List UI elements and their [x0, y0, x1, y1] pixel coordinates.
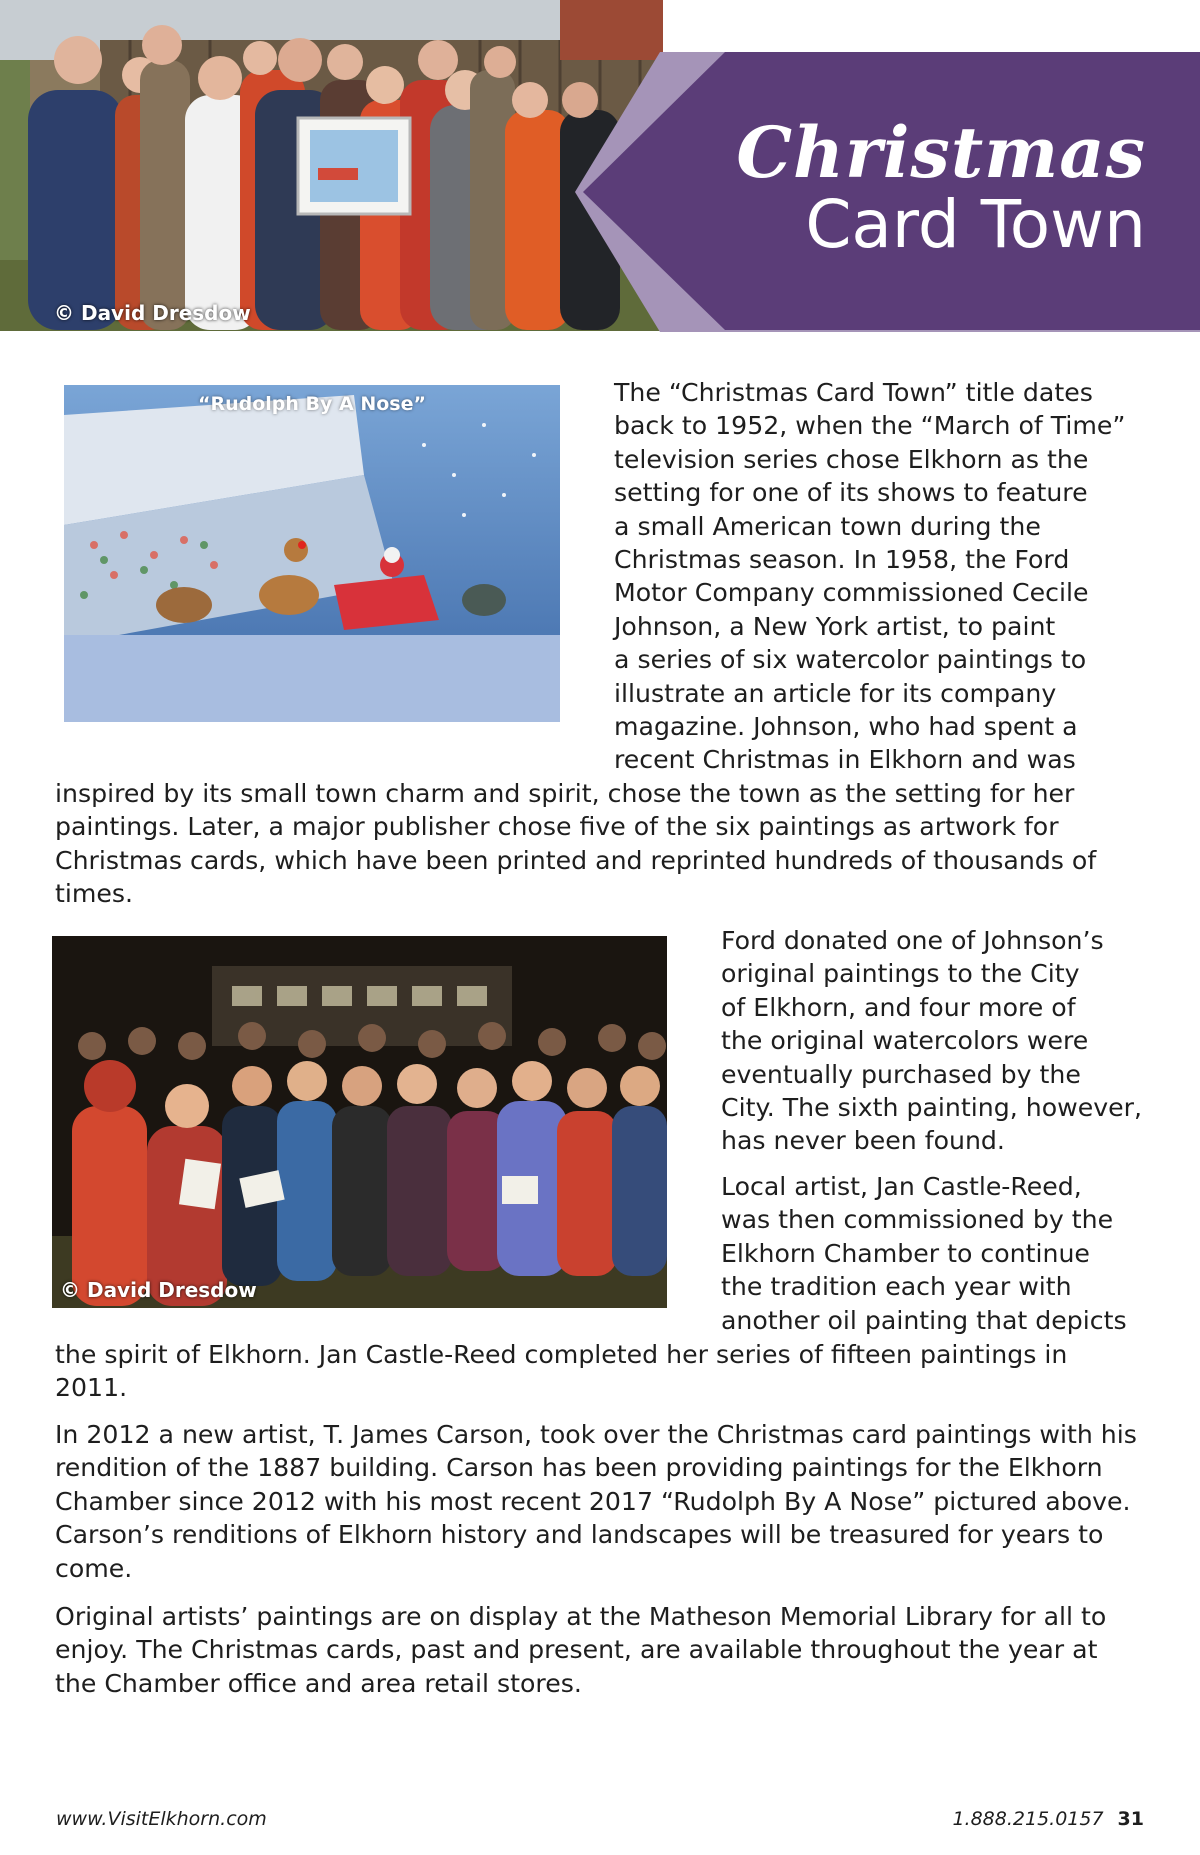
text-line: original paintings to the City	[721, 959, 1080, 989]
text-line: inspired by its small town charm and spirit, chose the town as the setting for her	[55, 779, 1075, 808]
text-line: television series chose Elkhorn as the	[614, 444, 1089, 474]
text-line: Local artist, Jan Castle-Reed,	[721, 1172, 1082, 1201]
text-line: was then commissioned by the	[721, 1205, 1114, 1235]
text-line: The “Christmas Card Town” title dates	[614, 378, 1093, 407]
text-line: Elkhorn Chamber to continue	[721, 1238, 1090, 1268]
text-line: Chamber since 2012 with his most recent 2017 “Rudolph By A Nose” pictured above.	[55, 1486, 1131, 1516]
text-line: come.	[55, 1553, 133, 1583]
painting-caption: “Rudolph By A Nose”	[198, 393, 426, 415]
text-line: the tradition each year with	[721, 1272, 1072, 1302]
text-line: back to 1952, when the “March of Time”	[614, 411, 1126, 441]
text-line: a small American town during the	[614, 511, 1041, 541]
text-line: 2011.	[55, 1373, 128, 1403]
text-line: enjoy. The Christmas cards, past and present, are available throughout the year at	[55, 1635, 1098, 1665]
text-line: recent Christmas in Elkhorn and was	[614, 745, 1076, 775]
title-line-2: Card Town	[805, 186, 1146, 263]
text-line: times.	[55, 879, 134, 909]
text-line: eventually purchased by the	[721, 1059, 1081, 1089]
text-line: In 2012 a new artist, T. James Carson, took over the Christmas card paintings with his	[55, 1420, 1137, 1449]
top-photo-credit: © David Dresdow	[54, 301, 251, 325]
article-paragraph-2	[721, 924, 1142, 1158]
text-line: Original artists’ paintings are on display at the Matheson Memorial Library for all to	[55, 1602, 1107, 1631]
group-photo	[0, 0, 663, 331]
text-line: paintings. Later, a major publisher chose five of the six paintings as artwork for	[55, 812, 1059, 842]
article-paragraph-3-side	[721, 1170, 1127, 1337]
text-line: Motor Company commissioned Cecile	[614, 578, 1089, 608]
text-line: setting for one of its shows to feature	[614, 478, 1088, 508]
text-line: the Chamber office and area retail stores.	[55, 1668, 582, 1698]
article-paragraph-3-full	[55, 1338, 1067, 1405]
footer-website[interactable]: www.VisitElkhorn.com	[56, 1808, 267, 1830]
rudolph-painting-art	[64, 385, 560, 722]
article-paragraph-1-full	[55, 777, 1096, 911]
text-line: rendition of the 1887 building. Carson has been providing paintings for the Elkhorn	[55, 1453, 1103, 1483]
text-line: the spirit of Elkhorn. Jan Castle-Reed completed her series of fifteen paintings in	[55, 1340, 1068, 1369]
text-line: another oil painting that depicts	[721, 1305, 1127, 1335]
text-line: Ford donated one of Johnson’s	[721, 926, 1104, 955]
article-paragraph-5	[55, 1600, 1106, 1700]
carolers-photo-credit: © David Dresdow	[60, 1278, 257, 1302]
text-line: City. The sixth painting, however,	[721, 1093, 1142, 1123]
page-number: 31	[1117, 1808, 1144, 1830]
text-line: Christmas cards, which have been printed and reprinted hundreds of thousands of	[55, 845, 1097, 875]
article-paragraph-1-side	[614, 376, 1125, 777]
group-photo-art	[0, 0, 663, 331]
text-line: Christmas season. In 1958, the Ford	[614, 545, 1070, 575]
text-line: illustrate an article for its company	[614, 678, 1057, 708]
footer-phone: 1.888.215.0157	[952, 1808, 1104, 1830]
carolers-photo-art	[52, 936, 667, 1308]
text-line: Carson’s renditions of Elkhorn history and landscapes will be treasured for years to	[55, 1520, 1104, 1550]
text-line: magazine. Johnson, who had spent a	[614, 712, 1078, 742]
rudolph-painting	[64, 385, 560, 722]
carolers-photo	[52, 936, 667, 1308]
text-line: a series of six watercolor paintings to	[614, 645, 1087, 675]
title-line-1: Christmas	[736, 111, 1146, 194]
article-paragraph-4	[55, 1418, 1137, 1585]
text-line: the original watercolors were	[721, 1026, 1089, 1056]
text-line: of Elkhorn, and four more of	[721, 992, 1076, 1022]
footer-contact	[952, 1808, 1144, 1830]
text-line: Johnson, a New York artist, to paint	[614, 611, 1056, 641]
text-line: has never been found.	[721, 1126, 1005, 1156]
